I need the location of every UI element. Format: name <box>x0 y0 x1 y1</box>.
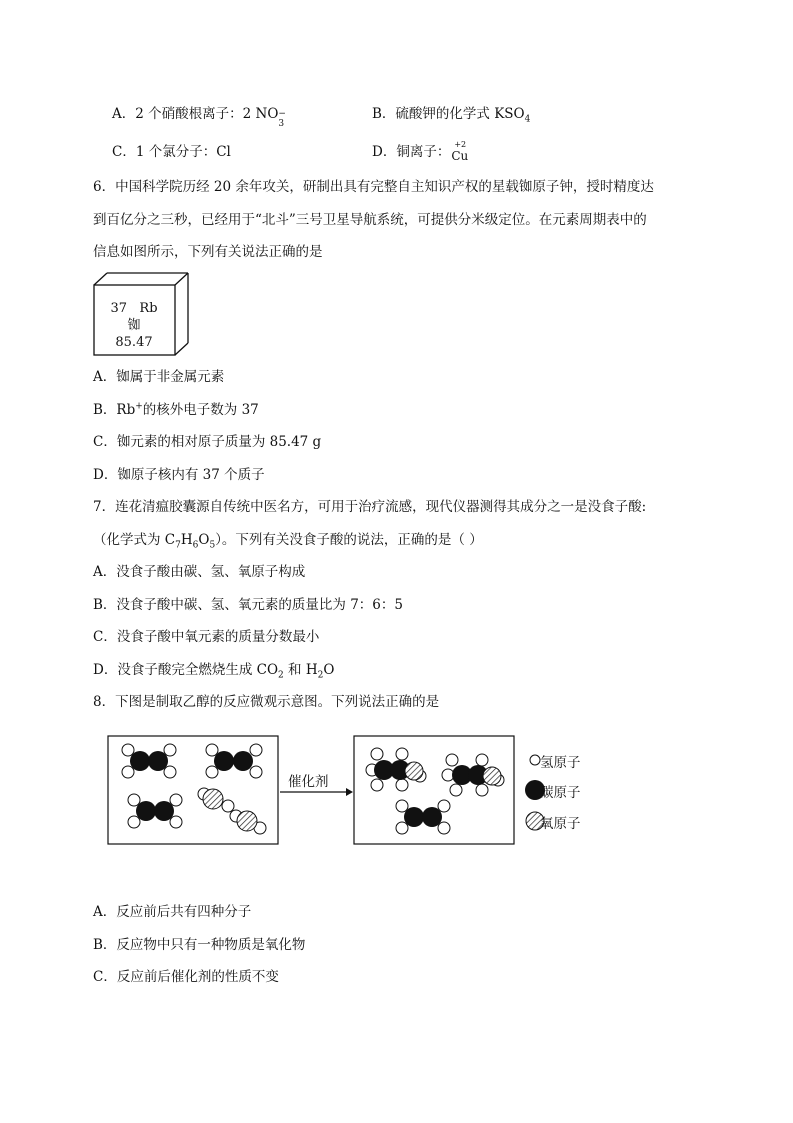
ethanol-molecule <box>366 748 426 791</box>
ethylene-molecule <box>128 794 182 828</box>
q7-option-b: B．没食子酸中碳、氢、氧元素的质量比为 7：6：5 <box>93 597 403 613</box>
ethanol-molecule <box>442 754 504 796</box>
legend-hydrogen: 氢原子 <box>540 755 581 771</box>
legend-oxygen: 氧原子 <box>540 816 581 832</box>
q5-option-a: A．2 个硝酸根离子：2 NO − 3 <box>112 106 286 129</box>
q6-stem-line-3: 信息如图所示，下列有关说法正确的是 <box>93 244 323 260</box>
q6-stem-line-2: 到百亿分之三秒，已经用于“北斗”三号卫星导航系统，可提供分米级定位。在元素周期表中的 <box>93 212 647 228</box>
q6-option-c: C．铷元素的相对原子质量为 85.47 g <box>93 434 322 450</box>
q6-option-a: A．铷属于非金属元素 <box>93 369 225 385</box>
catalyst-label: 催化剂 <box>288 774 329 790</box>
periodic-element-card <box>93 272 189 356</box>
ethylene-molecule <box>396 800 450 834</box>
q6-option-d: D．铷原子核内有 37 个质子 <box>93 467 265 483</box>
q7-stem-line-2: （化学式为 $C_7H_6O_5$）。下列有关没食子酸的说法，正确的是（ ） <box>93 532 483 551</box>
ethylene-molecule <box>122 744 176 778</box>
q7-option-a: A．没食子酸由碳、氢、氧原子构成 <box>93 564 306 580</box>
q7-option-c: C．没食子酸中氧元素的质量分数最小 <box>93 629 320 645</box>
q5-option-c: C．1 个氯分子：Cl <box>112 144 231 160</box>
element-number-symbol: 37 Rb <box>110 301 158 316</box>
water-molecule <box>198 788 234 812</box>
q7-option-d: D．没食子酸完全燃烧生成 $CO_2$ 和 $H_2O$ <box>93 662 335 681</box>
q8-option-c: C．反应前后催化剂的性质不变 <box>93 969 279 985</box>
water-molecule <box>230 810 266 834</box>
hydrogen-atom-icon <box>530 755 540 765</box>
q8-stem: 8．下图是制取乙醇的反应微观示意图。下列说法正确的是 <box>93 694 440 710</box>
legend-carbon: 碳原子 <box>540 785 581 801</box>
q7-stem-line-1: 7．连花清瘟胶囊源自传统中医名方，可用于治疗流感，现代仪器测得其成分之一是没食子酸: <box>93 499 647 515</box>
ethylene-molecule <box>206 744 262 778</box>
q6-option-b: B．Rb+的核外电子数为 37 <box>93 401 259 418</box>
element-mass: 85.47 <box>115 335 153 350</box>
q8-option-a: A．反应前后共有四种分子 <box>93 904 252 920</box>
q8-option-b: B．反应物中只有一种物质是氧化物 <box>93 937 306 953</box>
q5-option-b: B．硫酸钾的化学式 $KSO_4$ <box>372 106 531 125</box>
copper-ion-symbol: +2 Cu <box>451 140 469 163</box>
q5-option-d: D．铜离子： +2 Cu <box>372 140 469 163</box>
q6-stem-line-1: 6．中国科学院历经 20 余年攻关，研制出具有完整自主知识产权的星载铷原子钟，授时精度达 <box>93 179 654 195</box>
element-name: 铷 <box>127 318 141 333</box>
